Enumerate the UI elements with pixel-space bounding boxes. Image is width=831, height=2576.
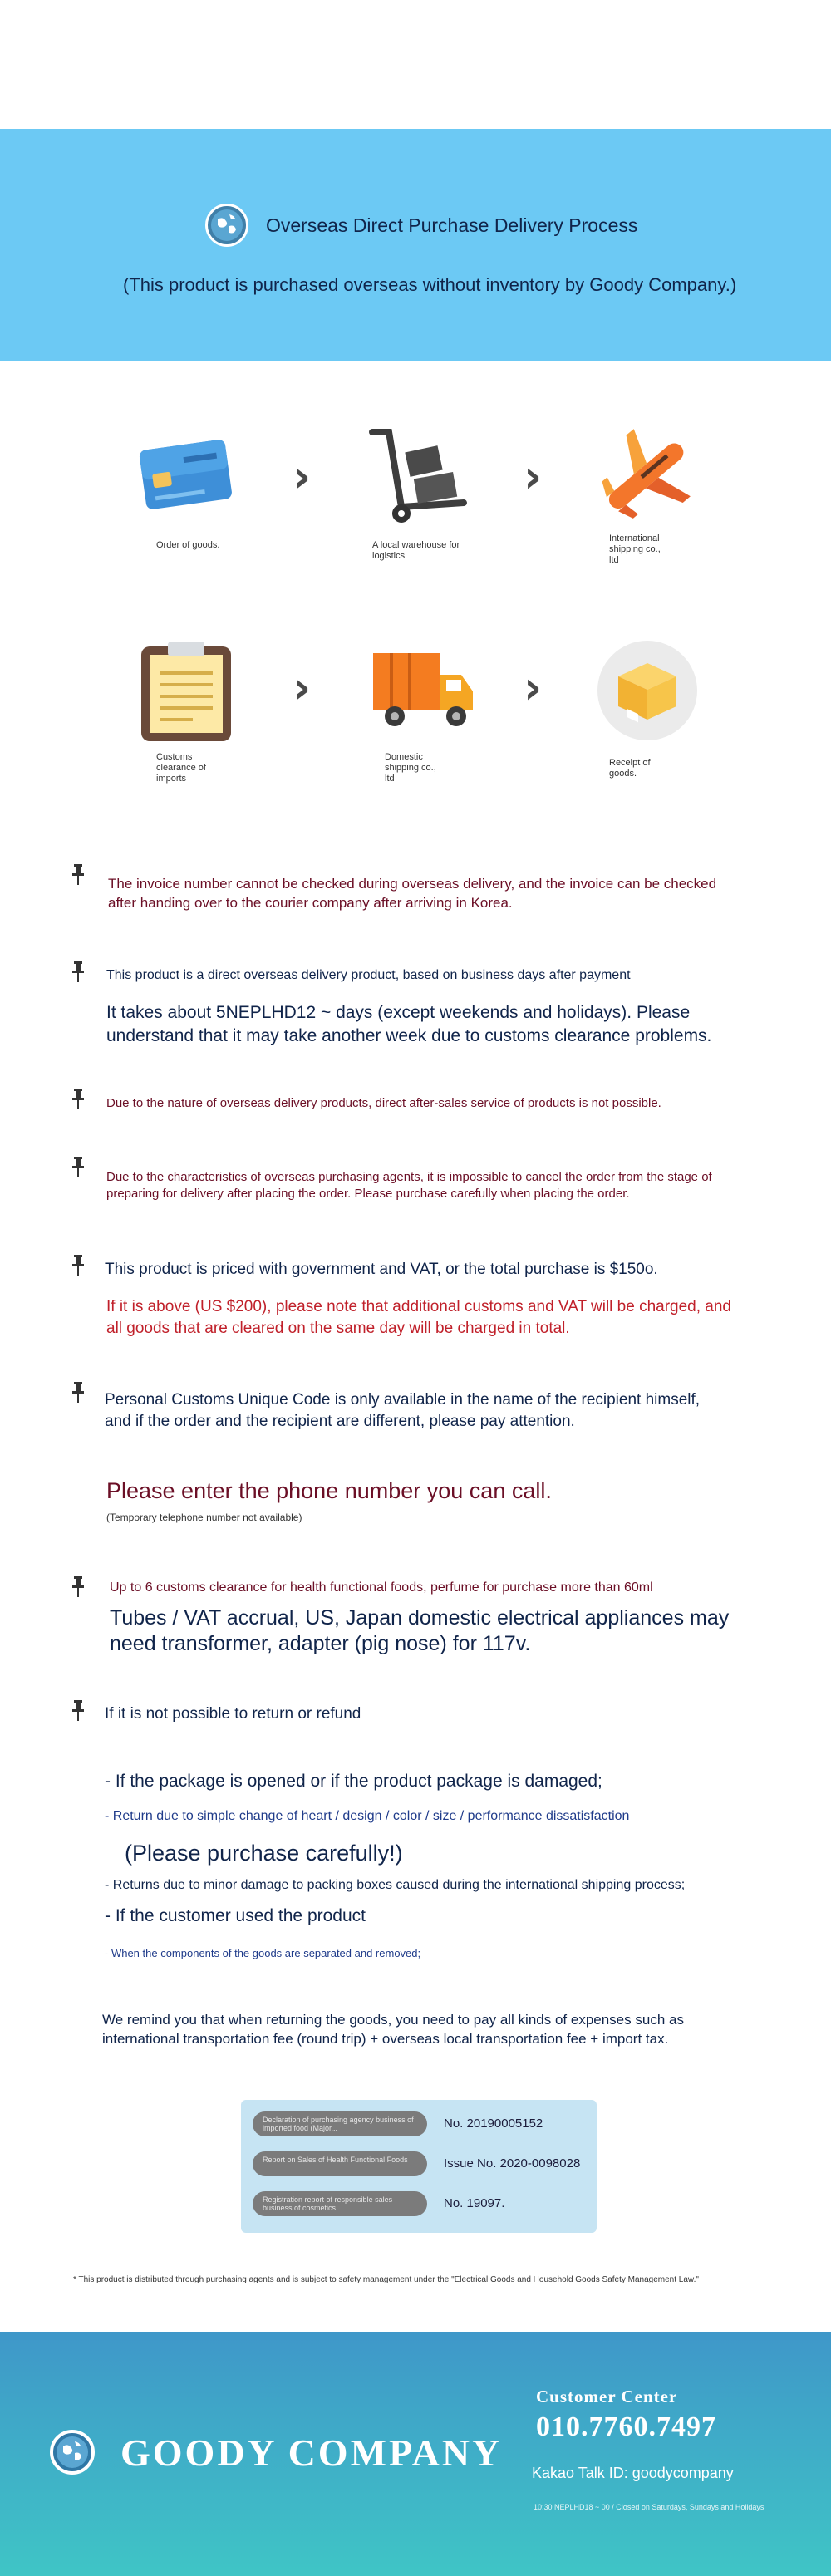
business-hours: 10:30 NEPLHD18 ~ 00 / Closed on Saturdays, Sundays and Holidays [534,2503,765,2511]
notice-temporary-phone: (Temporary telephone number not available) [106,1512,302,1523]
pushpin-icon [71,1255,85,1276]
globe-logo-icon [205,204,248,247]
step-label: Customs clearance of imports [156,752,206,784]
credit-card-icon [136,432,236,524]
chevron-right-icon: › [293,661,312,714]
package-box-icon [597,640,698,741]
registration-label: Registration report of responsible sales business of cosmetics [253,2191,427,2216]
refund-condition: - If the package is opened or if the product package is damaged; [105,1772,602,1791]
header-banner [0,129,831,361]
pushpin-icon [71,864,85,886]
notice-return-refund: If it is not possible to return or refund [105,1705,361,1723]
notice-price-vat: This product is priced with government and VAT, or the total purchase is $150o. [105,1261,658,1278]
notice-customs-warning: If it is above (US $200), please note that additional customs and VAT will be charged, and all goods that are cleared on the same day will be charged in total. [106,1298,731,1337]
refund-condition: - Return due to simple change of heart / design / color / size / performance dissatisfaction [105,1809,630,1823]
registration-number: No. 19097. [444,2196,505,2210]
step-label: International shipping co., ltd [609,533,661,565]
refund-condition: - If the customer used the product [105,1906,366,1925]
globe-logo-icon [50,2430,95,2475]
chevron-right-icon: › [524,661,543,714]
customer-center-label: Customer Center [536,2387,678,2406]
registration-label: Declaration of purchasing agency business of imported food (Major... [253,2111,427,2136]
page-subtitle: (This product is purchased overseas without inventory by Goody Company.) [123,274,737,295]
notice-electrical-appliances: Tubes / VAT accrual, US, Japan domestic electrical appliances may need transformer, adapter (pig nose) for 117v. [110,1606,730,1656]
registration-number: Issue No. 2020-0098028 [444,2156,581,2170]
hand-truck-icon [364,424,472,528]
step-label: Order of goods. [156,540,220,550]
page-title: Overseas Direct Purchase Delivery Process [266,214,638,236]
notice-health-foods: Up to 6 customs clearance for health functional foods, perfume for purchase more than 60ml [110,1581,653,1595]
pushpin-icon [71,1382,85,1404]
pushpin-icon [71,1576,85,1598]
refund-condition: - Returns due to minor damage to packing boxes caused during the international shipping process; [105,1878,686,1892]
pushpin-icon [71,1089,85,1110]
pushpin-icon [71,1157,85,1178]
notice-delivery-days: It takes about 5NEPLHD12 ~ days (except weekends and holidays). Please understand that it may take another week due to customs clearance problems. [106,1003,712,1046]
step-label: Receipt of goods. [609,758,651,779]
delivery-truck-icon [370,650,478,733]
refund-expense-reminder: We remind you that when returning the goods, you need to pay all kinds of expenses such as international transportation fee (round trip) + overseas local transportation fee + import tax. [102,2012,684,2047]
notice-phone-number: Please enter the phone number you can call. [106,1478,552,1503]
clipboard-icon [136,640,236,744]
chevron-right-icon: › [524,450,543,503]
safety-footnote: * This product is distributed through purchasing agents and is subject to safety management under the "Electrical Goods and Household Goods Safety Management Law." [73,2275,699,2284]
brand-name: GOODY COMPANY [120,2431,503,2474]
registration-label: Report on Sales of Health Functional Foods [253,2151,427,2176]
airplane-icon [592,424,700,528]
notice-invoice: The invoice number cannot be checked during overseas delivery, and the invoice can be checked after handing over to the courier company after arriving in Korea. [108,876,717,911]
registration-number: No. 20190005152 [444,2116,543,2131]
pushpin-icon [71,961,85,983]
registration-info-box [241,2100,597,2233]
notice-cancel-order: Due to the characteristics of overseas purchasing agents, it is impossible to cancel the order from the stage of preparing for delivery after placing the order. Please purchase carefully when placing the order. [106,1170,712,1202]
step-label: Domestic shipping co., ltd [385,752,436,784]
notice-customs-code: Personal Customs Unique Code is only available in the name of the recipient himself, and if the order and the recipient are different, please pay attention. [105,1391,701,1430]
refund-purchase-carefully: (Please purchase carefully!) [125,1841,403,1866]
pushpin-icon [71,1700,85,1722]
notice-after-sales: Due to the nature of overseas delivery products, direct after-sales service of products is not possible. [106,1096,661,1110]
refund-condition: - When the components of the goods are separated and removed; [105,1947,421,1959]
chevron-right-icon: › [293,450,312,503]
notice-delivery-period: This product is a direct overseas delivery product, based on business days after payment [106,968,631,982]
customer-center-phone[interactable]: 010.7760.7497 [536,2411,716,2442]
step-label: A local warehouse for logistics [372,540,460,561]
kakao-talk-id: Kakao Talk ID: goodycompany [532,2465,734,2481]
